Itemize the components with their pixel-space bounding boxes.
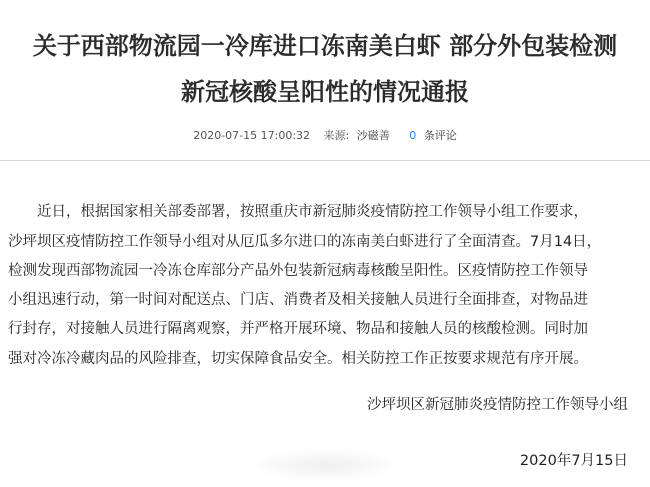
publish-datetime: 2020-07-15 17:00:32 (193, 129, 311, 142)
notice-date: 2020年7月15日 (519, 453, 628, 469)
comment-link[interactable]: 条评论 (423, 129, 457, 142)
body-line-4: 小组迅速行动，第一时间对配送点、门店、消费者及相关接触人员进行全面排查，对物品进 (8, 292, 588, 308)
article-meta (0, 127, 650, 143)
comment-count[interactable]: 0 (409, 129, 417, 142)
body-line-2: 沙坪坝区疫情防控工作领导小组对从厄瓜多尔进口的冻南美白虾进行了全面清查。7月14日， (8, 234, 602, 250)
article-title-line-2: 新冠核酸呈阳性的情况通报 (181, 78, 469, 106)
meta-divider (0, 160, 650, 161)
body-line-1: 近日，根据国家相关部委部署，按照重庆市新冠肺炎疫情防控工作领导小组工作要求， (8, 204, 588, 220)
body-line-6: 强对冷冻冷藏肉品的风险排查，切实保障食品安全。相关防控工作正按要求规范有序开展。 (8, 351, 588, 367)
body-line-5: 行封存，对接触人员进行隔离观察，并严格开展环境、物品和接触人员的核酸检测。同时加 (8, 321, 588, 337)
source-link[interactable]: 沙磁善 (356, 129, 390, 142)
faint-watermark (250, 448, 400, 482)
body-line-3: 检测发现西部物流园一冷冻仓库部分产品外包装新冠病毒核酸呈阳性。区疫情防控工作领导 (8, 263, 588, 279)
signature: 沙坪坝区新冠肺炎疫情防控工作领导小组 (367, 397, 628, 413)
source-label: 来源: (323, 129, 350, 142)
article-title-line-1: 关于西部物流园一冷库进口冻南美白虾 部分外包装检测 (32, 32, 618, 60)
